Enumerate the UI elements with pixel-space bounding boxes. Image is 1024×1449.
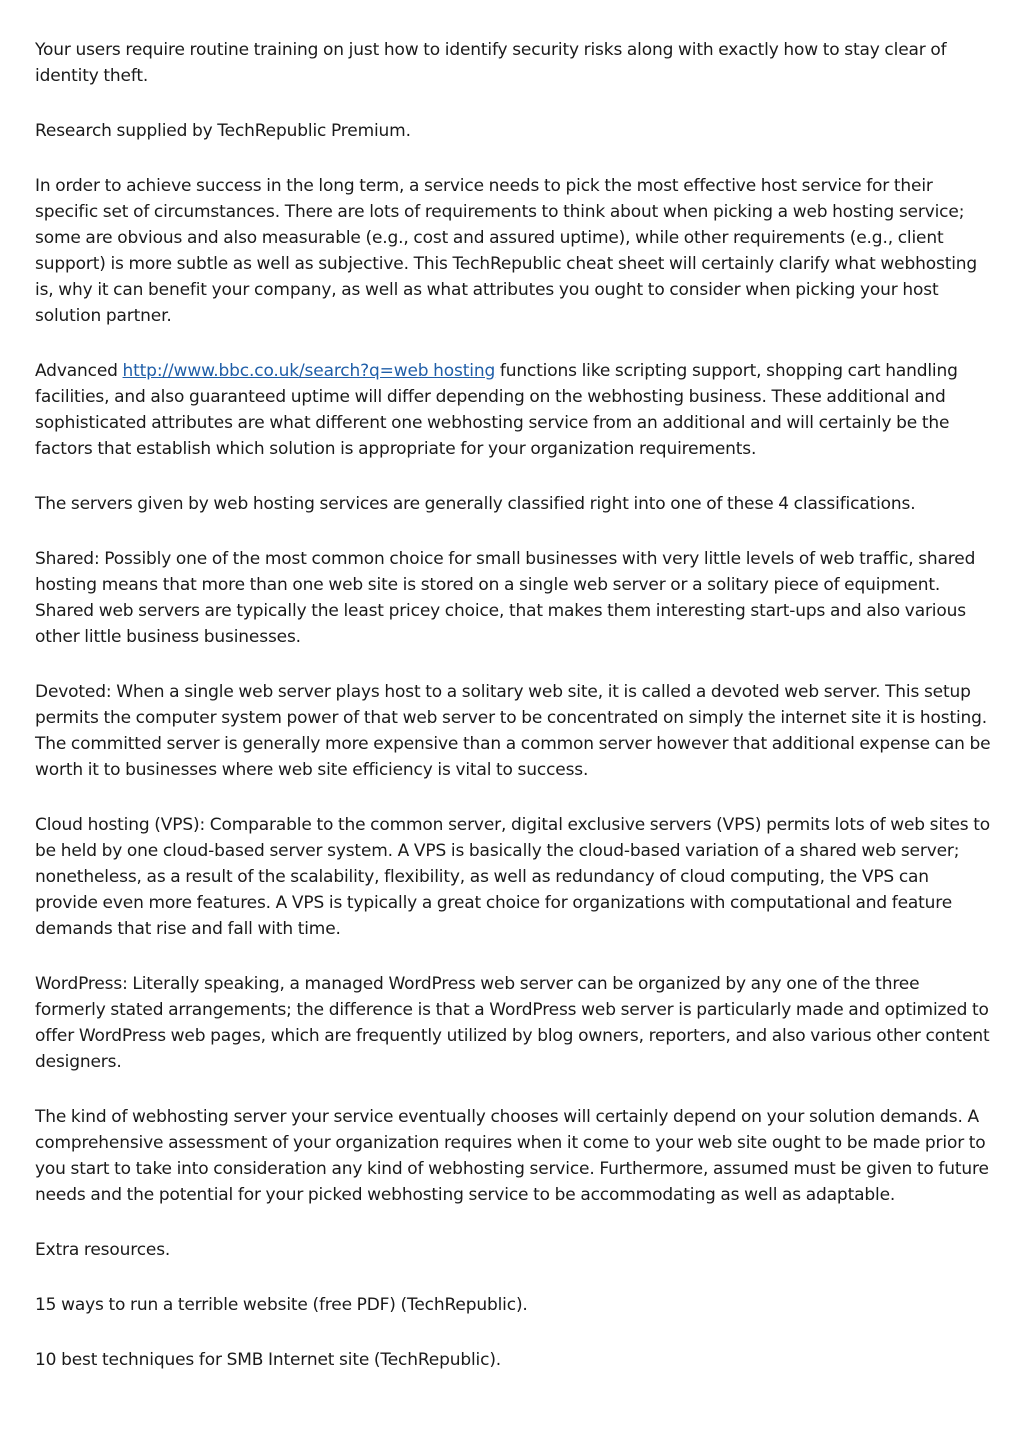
paragraph-shared: Shared: Possibly one of the most common choice for small businesses with very little levels of web traffic, shared hosting means that more than one web site is stored on a single web server or a solitary piece of equipment. Shared web servers are typically the least pricey choice, that makes them interesting start-ups and also various other little business businesses. xyxy=(35,549,976,647)
paragraph-wordpress: WordPress: Literally speaking, a managed WordPress web server can be organized by any one of the three formerly stated arrangements; the difference is that a WordPress web server is particularly made and optimized to offer WordPress web pages, which are frequently utilized by blog owners, reporters, and also various other content designers. xyxy=(35,974,990,1072)
paragraph-devoted: Devoted: When a single web server plays host to a solitary web site, it is called a devoted web server. This setup permits the computer system power of that web server to be concentrated on simply the internet site it is hosting. The committed server is generally more expensive than a common server however that additional expense can be worth it to businesses where web site efficiency is vital to success. xyxy=(35,682,991,780)
document-body xyxy=(35,37,991,1402)
paragraph-conclusion: The kind of webhosting server your service eventually chooses will certainly depend on your solution demands. A comprehensive assessment of your organization requires when it come to your web site ought to be made prior to you start to take into consideration any kind of webhosting service. Furthermore, assumed must be given to future needs and the potential for your picked webhosting service to be accommodating as well as adaptable. xyxy=(35,1107,989,1205)
resource-item-terrible-website: 15 ways to run a terrible website (free PDF) (TechRepublic). xyxy=(35,1295,528,1315)
paragraph-extra-resources: Extra resources. xyxy=(35,1240,171,1260)
advanced-text-before: Advanced xyxy=(35,361,123,381)
paragraph-intro: In order to achieve success in the long term, a service needs to pick the most effective host service for their specific set of circumstances. There are lots of requirements to think about when picking a web hosting service; some are obvious and also measurable (e.g., cost and assured uptime), while other requirements (e.g., client support) is more subtle as well as subjective. This TechRepublic cheat sheet will certainly clarify what webhosting is, why it can benefit your company, as well as what attributes you ought to consider when picking your host solution partner. xyxy=(35,176,978,326)
paragraph-research-credit: Research supplied by TechRepublic Premium. xyxy=(35,121,411,141)
resource-item-smb-techniques: 10 best techniques for SMB Internet site (TechRepublic). xyxy=(35,1350,502,1370)
advanced-text-after: functions like scripting support, shopping cart handling facilities, and also guaranteed uptime will differ depending on the webhosting business. These additional and sophisticated attributes are what different one webhosting service from an additional and will certainly be the factors that establish which solution is appropriate for your organization requirements. xyxy=(35,361,958,459)
paragraph-cloud-hosting: Cloud hosting (VPS): Comparable to the common server, digital exclusive servers (VPS) permits lots of web sites to be held by one cloud-based server system. A VPS is basically the cloud-based variation of a shared web server; nonetheless, as a result of the scalability, flexibility, as well as redundancy of cloud computing, the VPS can provide even more features. A VPS is typically a great choice for organizations with computational and feature demands that rise and fall with time. xyxy=(35,815,990,939)
paragraph-classifications: The servers given by web hosting services are generally classified right into one of these 4 classifications. xyxy=(35,494,916,514)
paragraph-advanced xyxy=(35,358,991,462)
bbc-search-link[interactable]: http://www.bbc.co.uk/search?q=web hosting xyxy=(122,361,496,381)
paragraph-user-training: Your users require routine training on just how to identify security risks along with exactly how to stay clear of identity theft. xyxy=(35,40,947,86)
